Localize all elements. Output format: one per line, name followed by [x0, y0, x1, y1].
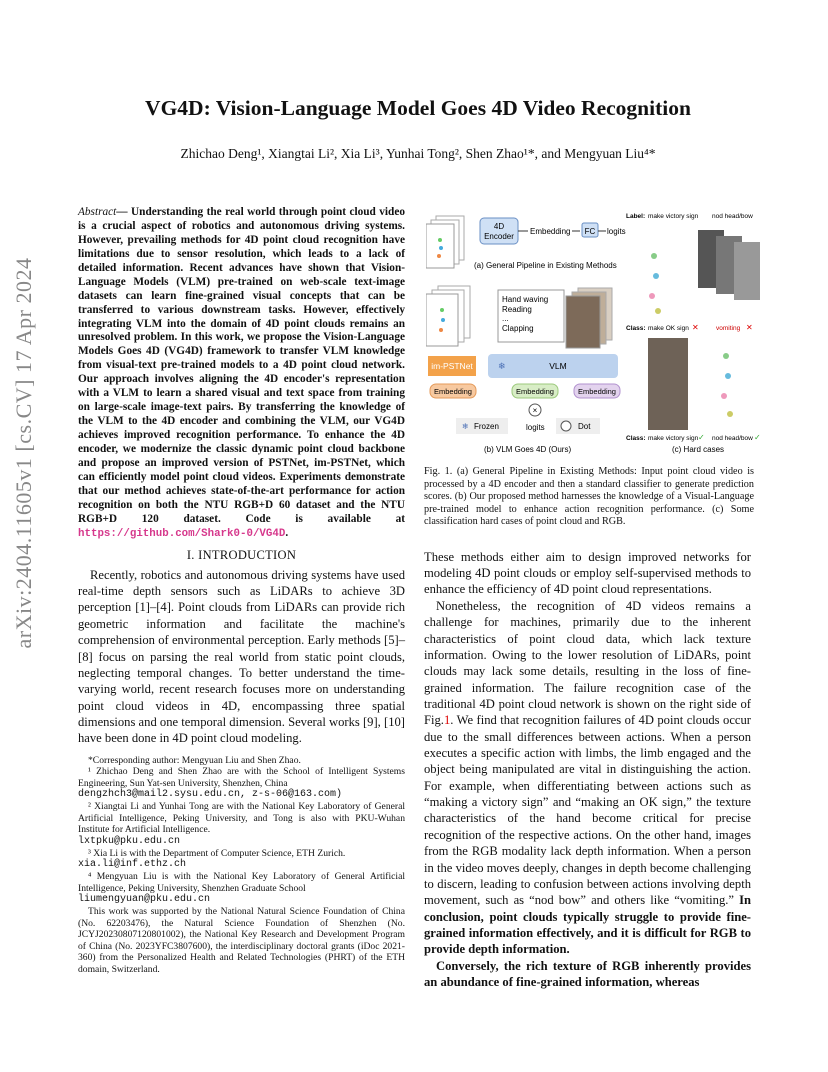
class-prefix: Class: — [626, 325, 646, 332]
footnote-funding: This work was supported by the National Natural Science Foundation of China (No. 62203476), the Natural Science Foundation of Shenzhen (No. JCYJ20230807120801002), the National Key Research and Development Program of China (No. 2023YFC3807600), the interdisciplinary doctoral grants (iDoc 2021-360) from the Personalized Health and Related Technologies (PHRT) of the ETH domain, Switzerland. — [78, 906, 405, 975]
abstract — [78, 206, 405, 541]
footnotes — [78, 755, 405, 976]
right-paragraph-2: Conversely, the rich texture of RGB inherently provides an abundance of fine-grained information, whereas — [424, 958, 751, 990]
dot-product-glyph: × — [532, 406, 538, 415]
section-heading-introduction: I. INTRODUCTION — [186, 547, 297, 562]
check-icon: ✓ — [698, 433, 705, 442]
rgb-frame-stack — [566, 288, 612, 348]
caption-c: (c) Hard cases — [672, 445, 725, 454]
arxiv-stamp: arXiv:2404.11605v1 [cs.CV] 17 Apr 2024 — [11, 257, 36, 649]
footnote-4-email: liumengyuan@pku.edu.cn — [78, 894, 211, 906]
wrong-icon: ✕ — [692, 323, 699, 332]
footnote-3: ³ Xia Li is with the Department of Computer Science, ETH Zurich. — [88, 847, 346, 859]
label-victory: make victory sign — [648, 213, 699, 220]
rgb-nod-3 — [734, 242, 760, 300]
logits-label-a: logits — [607, 227, 626, 236]
abstract-label: Abstract — [78, 206, 117, 218]
frozen-icon: ❄ — [498, 361, 506, 371]
dot-legend-icon — [561, 421, 571, 431]
point-cloud-victory — [649, 253, 661, 314]
vlm-label: VLM — [549, 361, 567, 371]
point-cloud-stack-a — [426, 216, 464, 268]
right-paragraph-1 — [424, 598, 751, 958]
class-ok: make OK sign — [648, 325, 689, 332]
figure-caption: Fig. 1. (a) General Pipeline in Existing Methods: Input point cloud video is processed by a 4D encoder and then a standard classifier to generate prediction scores. (b) Our proposed method harnesses the knowledge of a Visual-Language pre-trained model to enhance action recognition performance. (c) Some classification hard cases of point cloud and RGB. — [424, 466, 754, 528]
label-prefix: Label: — [626, 213, 646, 220]
intro-paragraph: Recently, robotics and autonomous driving systems have used real-time depth sensors such as LiDARs to achieve 3D perception [1]–[4]. Point clouds from LiDARs can provide rich geometric information and facilitate the machine's comprehension of environmental perception. Early methods [5]–[8] focus on parsing the real world from static point clouds, neglecting temporal changes. To better understand the time-varying world, recent research focuses more on understanding point cloud videos in 4D, encompassing three spatial dimensions and one temporal dimension. Several works [9], [10] have been done in 4D point cloud modeling. — [78, 567, 405, 746]
code-link[interactable]: https://github.com/Shark0-0/VG4D — [78, 527, 286, 540]
wrong-icon: ✕ — [746, 323, 753, 332]
rgb-victory-photo — [648, 338, 688, 430]
embedding-label-2: Embedding — [516, 387, 554, 396]
right-paragraph-1b: . We find that recognition failures of 4D point clouds occur due to the small differences between actions. When a person executes a specific action with limbs, the limb engaged and the object being manipulated are vital in distinguishing the action. For example, when differentiating between actions such as “making a victory sign” and “making an OK sign,” the texture characteristics of the hand become critical for precise recognition of the respective actions. On the other hand, images from the RGB modality lack depth information. When a person in the video moves deeply, changes in depth become challenging to discern, leading to confusion between actions involving depth movement, such as “nod bow” and others like “vomiting.” — [424, 713, 751, 908]
right-paragraph-1-bold: In conclusion, point clouds typically struggle to provide fine-grained information effectively, and it is difficult for RGB to provide depth information. — [424, 893, 751, 957]
paper-title: VG4D: Vision-Language Model Goes 4D Video Recognition — [145, 96, 691, 120]
right-paragraph-0: These methods either aim to design improved networks for modeling 4D point clouds or employ self-supervised methods to enhance the efficiency of 4D point cloud representations. — [424, 549, 751, 597]
figure-1 — [426, 206, 766, 456]
footnote-1: ¹ Zhichao Deng and Shen Zhao are with the School of Intelligent Systems Engineering, Sun Yat-sen University, Shenzhen, China — [78, 766, 405, 789]
impstnet-label: im-PSTNet — [431, 361, 473, 371]
embedding-label-3: Embedding — [578, 387, 616, 396]
encoder-label-2: Encoder — [484, 232, 514, 241]
left-column — [78, 206, 405, 975]
caption-a: (a) General Pipeline in Existing Methods — [474, 261, 617, 270]
point-cloud-stack-b — [426, 286, 470, 346]
logits-label-b: logits — [526, 423, 545, 432]
caption-b: (b) VLM Goes 4D (Ours) — [484, 445, 572, 454]
figure-ref-link[interactable]: 1 — [443, 713, 451, 728]
prompt-dots: ... — [502, 314, 509, 323]
dot-legend-label: Dot — [578, 422, 591, 431]
figure-1-diagram — [426, 206, 766, 458]
snowflake-icon: ❄ — [462, 422, 469, 431]
prompt-clapping: Clapping — [502, 324, 534, 333]
class-victory-2: make victory sign — [648, 435, 699, 442]
frozen-legend-label: Frozen — [474, 422, 499, 431]
label-nod: nod head/bow — [712, 213, 753, 220]
footnote-2-email: lxtpku@pku.edu.cn — [78, 835, 181, 847]
footnote-1-email: dengzhch3@mail2.sysu.edu.cn, z-s-06@163.com) — [78, 789, 343, 801]
embedding-label-1: Embedding — [434, 387, 472, 396]
footnote-3-email: xia.li@inf.ethz.ch — [78, 859, 187, 871]
fc-label: FC — [584, 227, 596, 236]
check-icon: ✓ — [754, 433, 761, 442]
right-column — [424, 206, 761, 990]
class-vomiting: vomiting — [716, 325, 741, 332]
class-prefix-2: Class: — [626, 435, 646, 442]
prompt-reading: Reading — [502, 305, 532, 314]
prompt-hand-waving: Hand waving — [502, 295, 549, 304]
abstract-end: . — [285, 526, 289, 539]
footnote-2: ² Xiangtai Li and Yunhai Tong are with the National Key Laboratory of General Artificial Intelligence, Peking University, and Tong is also with PKU-Wuhan Institute for Artificial Intelligence. — [78, 801, 405, 836]
embedding-label-a: Embedding — [530, 227, 571, 236]
encoder-label-1: 4D — [493, 222, 505, 231]
point-cloud-nod — [721, 353, 733, 417]
abstract-text: — Understanding the real world through point cloud video is a crucial aspect of robotics and autonomous driving systems. However, prevailing methods for 4D point cloud recognition have limitations due to sensor resolution, which leads to a lack of detailed information. Recent advances have shown that Vision-Language Models (VLM) pre-trained on web-scale text-image datasets can learn fine-grained visual concepts that can be transferred to various downstream tasks. However, effectively integrating VLM into the domain of 4D point clouds remains an unresolved problem. In this work, we propose the Vision-Language Models Goes 4D (VG4D) framework to transfer VLM knowledge from visual-text pre-trained models to a 4D point cloud network. Our approach involves aligning the 4D encoder's representation with a VLM to learn a shared visual and text space from training on large-scale image-text pairs. By transferring the knowledge of the VLM to the 4D encoder and combining the VLM, our VG4D achieves improved recognition performance. To enhance the 4D encoder, we modernize the classic dynamic point cloud backbone and propose an improved version of PSTNet, im-PSTNet, which can efficiently model point cloud videos. Experiments demonstrate that our method achieves state-of-the-art performance for action recognition on both the NTU RGB+D 60 dataset and the NTU RGB+D 120 dataset. Code is available at — [78, 206, 405, 525]
class-nod-2: nod head/bow — [712, 435, 753, 442]
author-list: Zhichao Deng¹, Xiangtai Li², Xia Li³, Yunhai Tong², Shen Zhao¹*, and Mengyuan Liu⁴* — [180, 146, 656, 161]
footnote-corresponding: *Corresponding author: Mengyuan Liu and Shen Zhao. — [88, 754, 301, 766]
right-paragraph-1a: Nonetheless, the recognition of 4D videos remains a challenge for machines, primarily due to the inherent characteristics of point cloud data, which lack texture information. Owing to the lower resolution of LiDARs, point clouds may lack some details, resulting in the loss of fine-grained information. The failure recognition case of the traditional 4D point cloud network is shown on the right side of Fig. — [424, 598, 751, 728]
footnote-4: ⁴ Mengyuan Liu is with the National Key Laboratory of General Artificial Intelligence, Peking University, Shenzhen Graduate School — [78, 871, 405, 894]
